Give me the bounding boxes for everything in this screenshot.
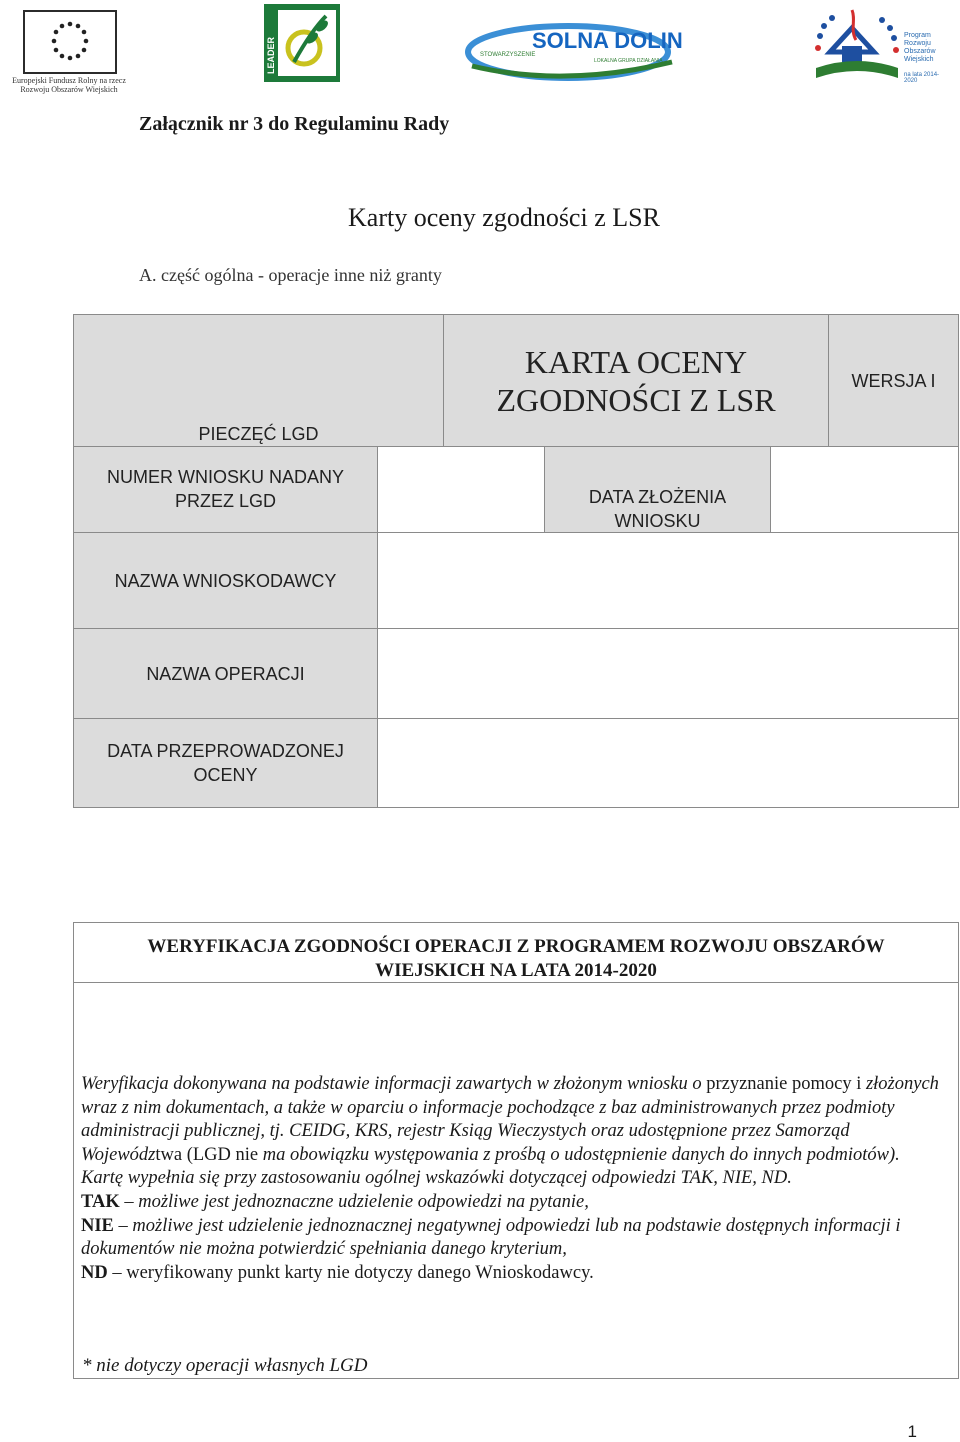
nd-text: – weryfikowany punkt karty nie dotyczy danego Wnioskodawcy.	[107, 1262, 594, 1283]
applicant-field[interactable]	[377, 532, 959, 629]
prow-logo	[812, 6, 940, 84]
eu-logo	[8, 10, 130, 94]
submission-date-label-cell	[544, 446, 771, 533]
eval-date-label-line2: OCENY	[193, 765, 258, 785]
nie-definition	[81, 1215, 951, 1262]
applicant-label-cell	[73, 532, 378, 629]
tak-definition	[81, 1191, 951, 1215]
solna-dolina-logo	[464, 22, 682, 84]
card-title-line1: KARTA OCENY	[524, 344, 748, 380]
tak-text: – możliwe jest jednoznaczne udzielenie odpowiedzi na pytanie,	[119, 1191, 589, 1212]
verification-instructions	[81, 1073, 951, 1285]
footnote: * nie dotyczy operacji własnych LGD	[82, 1355, 368, 1376]
eu-caption: Europejski Fundusz Rolny na rzecz Rozwoju Obszarów Wiejskich	[12, 76, 126, 94]
app-number-label-line1: NUMER WNIOSKU NADANY	[106, 467, 344, 487]
solna-prefix: STOWARZYSZENIE	[480, 52, 536, 58]
annex-heading: Załącznik nr 3 do Regulaminu Rady	[139, 113, 450, 135]
instruction-p3: Kartę wypełnia się przy zastosowaniu ogólnej wskazówki dotyczącej odpowiedzi TAK, NIE, ND.	[81, 1168, 792, 1189]
instruction-p2-italic2: ma obowiązku występowania z prośbą o udostępnienie danych do innych podmiotów).	[262, 1144, 900, 1165]
prow-text: Program Rozwoju Obszarów Wiejskich	[904, 32, 936, 63]
solna-name: SOLNA DOLINA	[532, 28, 682, 53]
nie-label: NIE	[81, 1215, 114, 1236]
card-title-cell	[443, 314, 829, 447]
verification-heading-line1: WERYFIKACJA ZGODNOŚCI OPERACJI Z PROGRAMEM ROZWOJU OBSZARÓW	[147, 936, 885, 957]
leader-text: LEADER	[266, 36, 276, 74]
eval-date-label-cell	[73, 718, 378, 808]
submission-date-label-line2: WNIOSKU	[614, 511, 701, 531]
version-label: WERSJA I	[851, 371, 936, 391]
app-number-field[interactable]	[377, 446, 545, 533]
verification-heading-cell	[73, 922, 959, 983]
submission-date-field[interactable]	[770, 446, 959, 533]
instruction-p2-italic: złożonych wraz z nim dokumentach, a także w oparciu o informacje pochodzące z baz administrowanych przez podmioty administracji publicznej, tj. CEIDG, KRS, rejestr Ksiąg Wieczystych oraz udostępnione przez Samorząd Wojewódz	[81, 1074, 939, 1165]
eval-date-field[interactable]	[377, 718, 959, 808]
verification-heading	[74, 935, 958, 983]
nd-definition	[81, 1262, 951, 1286]
solna-sub: LOKALNA GRUPA DZIAŁANIA	[594, 58, 663, 64]
operation-label-cell	[73, 628, 378, 719]
instruction-paragraph	[81, 1073, 951, 1167]
instruction-p1-italic: Weryfikacja dokonywana na podstawie informacji zawartych w złożonym wniosku o	[81, 1074, 702, 1094]
prow-years: na lata 2014-2020	[904, 72, 940, 84]
card-title	[444, 343, 828, 419]
operation-label: NAZWA OPERACJI	[146, 664, 305, 684]
stamp-cell	[73, 314, 444, 447]
card-title-line2: ZGODNOŚCI Z LSR	[496, 382, 776, 418]
stamp-label: PIECZĘĆ LGD	[198, 424, 319, 444]
applicant-label: NAZWA WNIOSKODAWCY	[114, 571, 337, 591]
instruction-p1-normal: przyznanie pomocy i	[701, 1074, 862, 1094]
document-title: Karty oceny zgodności z LSR	[348, 203, 660, 232]
page-number: 1	[907, 1422, 917, 1441]
eval-date-label-line1: DATA PRZEPROWADZONEJ	[107, 741, 344, 761]
operation-field[interactable]	[377, 628, 959, 719]
version-cell	[828, 314, 959, 447]
leader-logo	[264, 4, 340, 82]
app-number-label-line2: PRZEZ LGD	[174, 491, 276, 511]
nd-label: ND	[81, 1262, 108, 1283]
submission-date-label-line1: DATA ZŁOŻENIA	[588, 487, 727, 507]
verification-body-cell	[73, 982, 959, 1379]
nie-text: – możliwe jest udzielenie jednoznacznej negatywnej odpowiedzi lub na podstawie dostępnych informacji i dokumentów nie można potwierdzić spełniania danego kryterium,	[81, 1215, 901, 1260]
app-number-label-cell	[73, 446, 378, 533]
eu-flag-icon	[23, 10, 117, 74]
verification-heading-line2: WIEJSKICH NA LATA 2014-2020	[375, 960, 657, 981]
section-title: A. część ogólna - operacje inne niż granty	[139, 265, 442, 285]
tak-label: TAK	[81, 1191, 120, 1212]
instruction-p2-normal: twa (LGD nie	[155, 1144, 263, 1165]
